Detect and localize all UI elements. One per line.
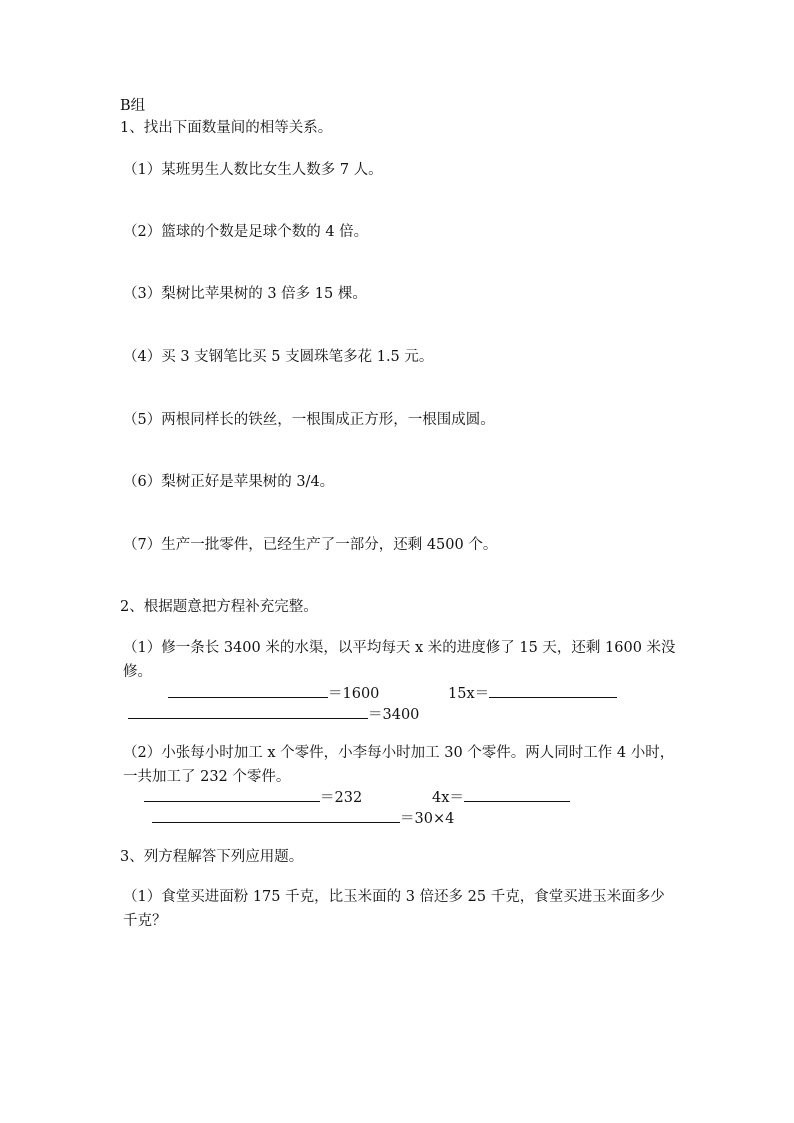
- section-1-item-6: （6）梨树正好是苹果树的 3/4。: [123, 474, 335, 490]
- equation-right-side: ＝30×4: [400, 811, 455, 827]
- equation-left-side: 4x＝: [432, 790, 464, 806]
- section-2-problem-1-equation-a: [168, 681, 379, 704]
- section-1-item-2: （2）篮球的个数是足球个数的 4 倍。: [123, 224, 369, 240]
- answer-blank[interactable]: [128, 702, 368, 719]
- section-2-problem-2-equation-a: [144, 785, 362, 808]
- section-2-problem-2-equation-b: [432, 785, 570, 808]
- section-1-item-3: （3）梨树比苹果树的 3 倍多 15 棵。: [123, 286, 367, 302]
- equation-right-side: ＝1600: [328, 686, 380, 702]
- section-1-item-7: （7）生产一批零件，已经生产了一部分，还剩 4500 个。: [123, 537, 498, 553]
- section-2-heading: 2、根据题意把方程补充完整。: [120, 599, 318, 615]
- section-1-heading: 1、找出下面数量间的相等关系。: [120, 120, 333, 136]
- answer-blank[interactable]: [168, 681, 328, 698]
- group-title: B组: [120, 98, 146, 114]
- section-2-problem-1-equation-b: [448, 681, 617, 704]
- section-1-item-1: （1）某班男生人数比女生人数多 7 人。: [123, 162, 383, 178]
- answer-blank[interactable]: [152, 806, 400, 823]
- answer-blank[interactable]: [489, 681, 617, 698]
- section-2-problem-2-text: （2）小张每小时加工 x 个零件，小李每小时加工 30 个零件。两人同时工作 4 小时，一共加工了 232 个零件。: [123, 745, 675, 785]
- section-3-problem-1-text: （1）食堂买进面粉 175 千克，比玉米面的 3 倍还多 25 千克，食堂买进玉米面多少千克？: [123, 889, 665, 929]
- section-1-item-5: （5）两根同样长的铁丝，一根围成正方形，一根围成圆。: [123, 412, 495, 428]
- section-2-problem-2-equation-c: [152, 806, 454, 829]
- answer-blank[interactable]: [144, 785, 320, 802]
- equation-right-side: ＝232: [320, 790, 363, 806]
- equation-right-side: ＝3400: [368, 707, 420, 723]
- equation-left-side: 15x＝: [448, 686, 490, 702]
- section-2-problem-1-equation-c: [128, 702, 419, 725]
- section-2-problem-1-text: （1）修一条长 3400 米的水渠，以平均每天 x 米的进度修了 15 天，还剩 1600 米没修。: [123, 640, 676, 680]
- answer-blank[interactable]: [464, 785, 570, 802]
- section-1-item-4: （4）买 3 支钢笔比买 5 支圆珠笔多花 1.5 元。: [123, 349, 434, 365]
- section-3-heading: 3、列方程解答下列应用题。: [120, 849, 304, 865]
